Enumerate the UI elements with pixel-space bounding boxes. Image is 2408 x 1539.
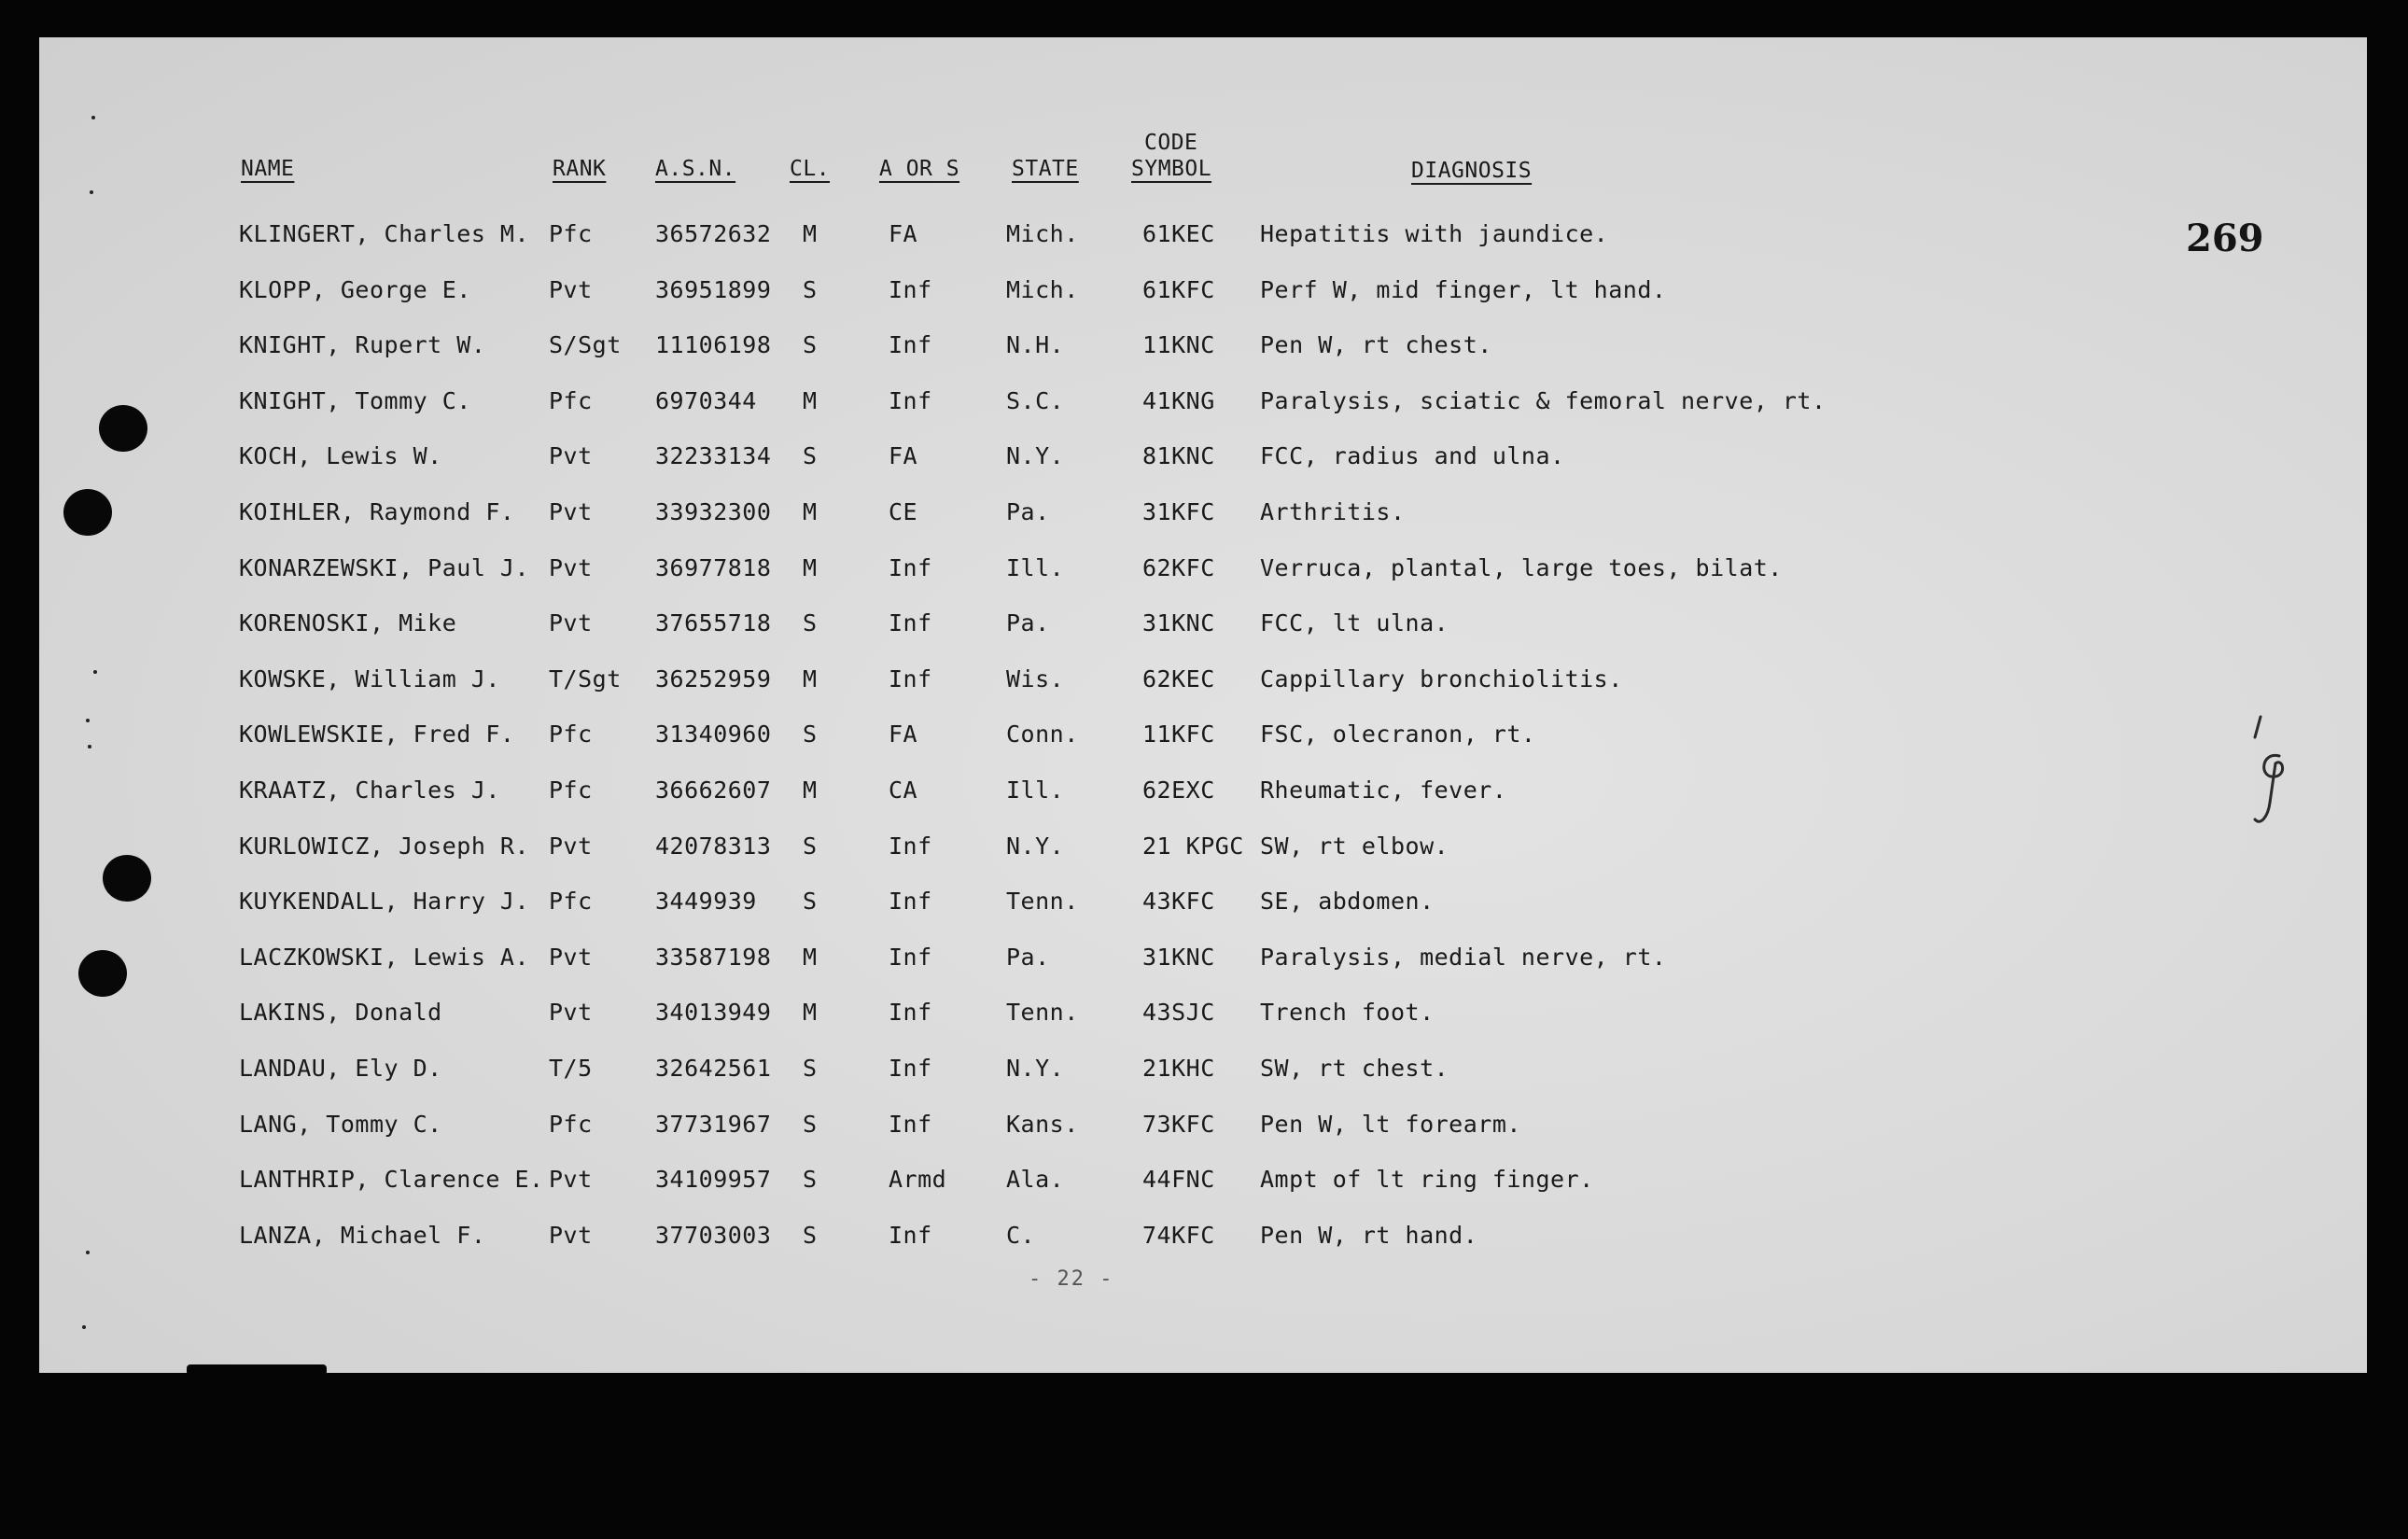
dust-speck — [93, 670, 97, 674]
cell-class: M — [803, 665, 818, 693]
cell-rank: Pvt — [549, 609, 593, 637]
cell-rank: Pvt — [549, 832, 593, 860]
cell-asn: 36951899 — [655, 275, 772, 303]
cell-diagnosis: SW, rt elbow. — [1260, 832, 1449, 860]
cell-diagnosis: Perf W, mid finger, lt hand. — [1260, 275, 1667, 303]
cell-diagnosis: FSC, olecranon, rt. — [1260, 721, 1536, 749]
cell-a-or-s: Inf — [889, 832, 932, 860]
cell-asn: 34013949 — [655, 999, 772, 1027]
cell-rank: Pfc — [549, 888, 593, 916]
cell-asn: 33587198 — [655, 943, 772, 971]
cell-a-or-s: Inf — [889, 275, 932, 303]
cell-diagnosis: FCC, lt ulna. — [1260, 609, 1449, 637]
cell-code-symbol: 62KEC — [1142, 665, 1215, 693]
cell-name: LANG, Tommy C. — [239, 1110, 442, 1138]
cell-state: Wis. — [1006, 665, 1065, 693]
cell-rank: Pvt — [549, 498, 593, 525]
header-asn-label: A.S.N. — [655, 157, 736, 181]
cell-diagnosis: Verruca, plantal, large toes, bilat. — [1260, 553, 1783, 581]
dust-speck — [82, 1325, 86, 1329]
footer-page-number: - 22 - — [1029, 1267, 1114, 1291]
cell-a-or-s: Inf — [889, 1221, 932, 1249]
cell-class: S — [803, 331, 818, 359]
cell-name: KLINGERT, Charles M. — [239, 220, 530, 247]
header-code-line1 — [1144, 131, 1197, 155]
header-a-or-s — [879, 157, 959, 181]
cell-diagnosis: Pen W, rt chest. — [1260, 331, 1492, 359]
cell-class: S — [803, 832, 818, 860]
cell-state: Pa. — [1006, 609, 1050, 637]
cell-code-symbol: 73KFC — [1142, 1110, 1215, 1138]
paper-sheet — [39, 37, 2367, 1373]
cell-a-or-s: Inf — [889, 609, 932, 637]
cell-code-symbol: 61KEC — [1142, 220, 1215, 247]
cell-asn: 6970344 — [655, 386, 757, 414]
cell-asn: 34109957 — [655, 1166, 772, 1194]
punch-hole — [99, 405, 147, 452]
cell-diagnosis: Rheumatic, fever. — [1260, 776, 1507, 804]
cell-a-or-s: Inf — [889, 331, 932, 359]
cell-diagnosis: Hepatitis with jaundice. — [1260, 220, 1609, 247]
cell-class: S — [803, 721, 818, 749]
cell-class: S — [803, 1166, 818, 1194]
dust-speck — [88, 745, 91, 749]
cell-rank: T/5 — [549, 1055, 593, 1082]
cell-state: N.Y. — [1006, 1055, 1065, 1082]
cell-asn: 36572632 — [655, 220, 772, 247]
cell-name: KUYKENDALL, Harry J. — [239, 888, 530, 916]
header-cl-label: CL. — [790, 157, 831, 181]
cell-rank: Pvt — [549, 553, 593, 581]
cell-rank: Pvt — [549, 275, 593, 303]
cell-code-symbol: 62EXC — [1142, 776, 1215, 804]
cell-diagnosis: SW, rt chest. — [1260, 1055, 1449, 1082]
cell-a-or-s: Inf — [889, 1110, 932, 1138]
cell-diagnosis: Paralysis, medial nerve, rt. — [1260, 943, 1667, 971]
cell-state: Ala. — [1006, 1166, 1065, 1194]
cell-rank: Pvt — [549, 442, 593, 470]
cell-asn: 37731967 — [655, 1110, 772, 1138]
cell-class: S — [803, 1221, 818, 1249]
cell-state: N.Y. — [1006, 442, 1065, 470]
header-diagnosis — [1411, 159, 1532, 183]
cell-code-symbol: 44FNC — [1142, 1166, 1215, 1194]
cell-asn: 37655718 — [655, 609, 772, 637]
cell-class: S — [803, 609, 818, 637]
cell-name: LANTHRIP, Clarence E. — [239, 1166, 544, 1194]
handwritten-margin-mark — [2242, 709, 2298, 840]
cell-code-symbol: 74KFC — [1142, 1221, 1215, 1249]
cell-asn: 32642561 — [655, 1055, 772, 1082]
dust-speck — [91, 116, 95, 119]
cell-rank: Pfc — [549, 386, 593, 414]
cell-rank: T/Sgt — [549, 665, 622, 693]
header-state — [1012, 157, 1079, 181]
cell-asn: 36252959 — [655, 665, 772, 693]
cell-state: N.Y. — [1006, 832, 1065, 860]
punch-hole — [103, 855, 151, 902]
header-rank — [553, 157, 606, 181]
header-cl — [790, 157, 830, 181]
cell-code-symbol: 21KHC — [1142, 1055, 1215, 1082]
cell-code-symbol: 41KNG — [1142, 386, 1215, 414]
cell-class: M — [803, 386, 818, 414]
cell-rank: Pvt — [549, 943, 593, 971]
page-number: 269 — [2186, 217, 2264, 260]
cell-a-or-s: FA — [889, 721, 918, 749]
dust-speck — [90, 190, 93, 194]
cell-code-symbol: 11KFC — [1142, 721, 1215, 749]
header-name-label: NAME — [241, 157, 295, 181]
header-code-line2 — [1131, 157, 1211, 181]
cell-a-or-s: FA — [889, 220, 918, 247]
cell-name: KURLOWICZ, Joseph R. — [239, 832, 530, 860]
cell-diagnosis: FCC, radius and ulna. — [1260, 442, 1565, 470]
cell-state: C. — [1006, 1221, 1036, 1249]
cell-a-or-s: CA — [889, 776, 918, 804]
cell-code-symbol: 31KNC — [1142, 943, 1215, 971]
cell-class: S — [803, 1110, 818, 1138]
cell-code-symbol: 81KNC — [1142, 442, 1215, 470]
cell-diagnosis: Arthritis. — [1260, 498, 1406, 525]
cell-name: KOWSKE, William J. — [239, 665, 500, 693]
cell-name: LAKINS, Donald — [239, 999, 442, 1027]
cell-rank: Pfc — [549, 1110, 593, 1138]
header-rank-label: RANK — [553, 157, 607, 181]
cell-name: KOWLEWSKIE, Fred F. — [239, 721, 515, 749]
header-a-or-s-label: A OR S — [879, 157, 960, 181]
cell-class: S — [803, 275, 818, 303]
cell-state: Conn. — [1006, 721, 1079, 749]
cell-rank: Pfc — [549, 776, 593, 804]
cell-diagnosis: Ampt of lt ring finger. — [1260, 1166, 1594, 1194]
cell-asn: 36662607 — [655, 776, 772, 804]
cell-rank: Pvt — [549, 1166, 593, 1194]
cell-state: S.C. — [1006, 386, 1065, 414]
cell-rank: S/Sgt — [549, 331, 622, 359]
cell-a-or-s: Armd — [889, 1166, 947, 1194]
header-asn — [655, 157, 735, 181]
cell-class: S — [803, 888, 818, 916]
cell-a-or-s: Inf — [889, 665, 932, 693]
cell-class: S — [803, 442, 818, 470]
cell-a-or-s: Inf — [889, 943, 932, 971]
punch-hole — [63, 489, 112, 536]
header-diagnosis-label: DIAGNOSIS — [1411, 159, 1533, 183]
cell-a-or-s: CE — [889, 498, 918, 525]
cell-a-or-s: Inf — [889, 999, 932, 1027]
header-state-label: STATE — [1012, 157, 1079, 181]
cell-class: M — [803, 553, 818, 581]
cell-state: Pa. — [1006, 498, 1050, 525]
cell-state: Kans. — [1006, 1110, 1079, 1138]
cell-class: M — [803, 943, 818, 971]
cell-asn: 36977818 — [655, 553, 772, 581]
cell-code-symbol: 21 KPGC — [1142, 832, 1244, 860]
cell-code-symbol: 31KNC — [1142, 609, 1215, 637]
cell-state: Mich. — [1006, 275, 1079, 303]
punch-hole — [78, 950, 127, 997]
cell-class: M — [803, 498, 818, 525]
cell-a-or-s: Inf — [889, 1055, 932, 1082]
cell-state: Tenn. — [1006, 999, 1079, 1027]
sheet-edge-notch — [187, 1364, 327, 1376]
cell-name: KNIGHT, Tommy C. — [239, 386, 471, 414]
cell-diagnosis: SE, abdomen. — [1260, 888, 1435, 916]
cell-state: Tenn. — [1006, 888, 1079, 916]
cell-state: Mich. — [1006, 220, 1079, 247]
cell-state: Ill. — [1006, 776, 1065, 804]
dust-speck — [86, 1251, 90, 1254]
dust-speck — [86, 719, 90, 722]
cell-asn: 3449939 — [655, 888, 757, 916]
cell-a-or-s: Inf — [889, 386, 932, 414]
cell-asn: 37703003 — [655, 1221, 772, 1249]
cell-diagnosis: Trench foot. — [1260, 999, 1435, 1027]
cell-rank: Pvt — [549, 1221, 593, 1249]
cell-class: M — [803, 776, 818, 804]
cell-name: KNIGHT, Rupert W. — [239, 331, 486, 359]
cell-name: LANDAU, Ely D. — [239, 1055, 442, 1082]
cell-code-symbol: 31KFC — [1142, 498, 1215, 525]
cell-diagnosis: Cappillary bronchiolitis. — [1260, 665, 1623, 693]
cell-rank: Pfc — [549, 721, 593, 749]
header-symbol-label: SYMBOL — [1131, 157, 1212, 181]
cell-a-or-s: Inf — [889, 553, 932, 581]
cell-name: KONARZEWSKI, Paul J. — [239, 553, 530, 581]
cell-diagnosis: Paralysis, sciatic & femoral nerve, rt. — [1260, 386, 1827, 414]
cell-code-symbol: 11KNC — [1142, 331, 1215, 359]
cell-class: M — [803, 220, 818, 247]
cell-state: Ill. — [1006, 553, 1065, 581]
cell-name: KORENOSKI, Mike — [239, 609, 457, 637]
cell-name: LACZKOWSKI, Lewis A. — [239, 943, 530, 971]
cell-code-symbol: 62KFC — [1142, 553, 1215, 581]
cell-asn: 42078313 — [655, 832, 772, 860]
cell-code-symbol: 43SJC — [1142, 999, 1215, 1027]
cell-code-symbol: 61KFC — [1142, 275, 1215, 303]
cell-diagnosis: Pen W, rt hand. — [1260, 1221, 1478, 1249]
header-code-label: CODE — [1144, 131, 1198, 155]
cell-diagnosis: Pen W, lt forearm. — [1260, 1110, 1521, 1138]
cell-code-symbol: 43KFC — [1142, 888, 1215, 916]
header-name — [241, 157, 294, 181]
cell-rank: Pvt — [549, 999, 593, 1027]
cell-a-or-s: FA — [889, 442, 918, 470]
cell-class: M — [803, 999, 818, 1027]
cell-asn: 11106198 — [655, 331, 772, 359]
cell-asn: 33932300 — [655, 498, 772, 525]
cell-a-or-s: Inf — [889, 888, 932, 916]
cell-state: N.H. — [1006, 331, 1065, 359]
cell-name: LANZA, Michael F. — [239, 1221, 486, 1249]
cell-name: KLOPP, George E. — [239, 275, 471, 303]
cell-rank: Pfc — [549, 220, 593, 247]
cell-state: Pa. — [1006, 943, 1050, 971]
cell-class: S — [803, 1055, 818, 1082]
cell-name: KOIHLER, Raymond F. — [239, 498, 515, 525]
cell-name: KRAATZ, Charles J. — [239, 776, 500, 804]
cell-asn: 31340960 — [655, 721, 772, 749]
cell-asn: 32233134 — [655, 442, 772, 470]
cell-name: KOCH, Lewis W. — [239, 442, 442, 470]
